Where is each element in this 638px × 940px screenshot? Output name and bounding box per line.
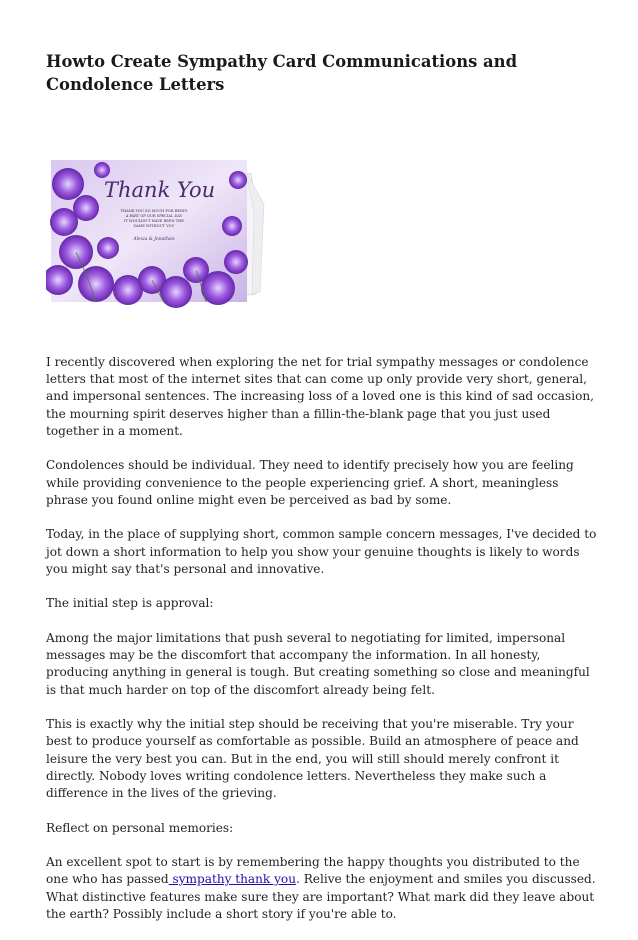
paragraph: Among the major limitations that push several to negotiating for limited, impersonal messages may be the discomfort that accompany the information. In all honesty, producing anything in general is tough. But creating something so close and meaningful is that much harder on top of the discomfort already being felt.: [46, 631, 590, 697]
card-message-line: IT WOULDN'T HAVE BEEN THE: [124, 219, 184, 223]
paragraph-with-link: [46, 854, 598, 923]
card-message-line: SAME WITHOUT YOU: [133, 224, 175, 228]
paragraph: This is exactly why the initial step should be receiving that you're miserable. Try your best to produce yourself as comfortable as possible. Build an atmosphere of peace and leisure the very best you can. But in the end, you will still should merely confront it directly. Nobody loves writing condolence letters. Nevertheless they make such a difference in the lives of the grieving.: [46, 717, 579, 801]
paragraph: The initial step is approval:: [46, 596, 214, 611]
card-heading: Thank You: [104, 178, 216, 202]
paragraph: I recently discovered when exploring the net for trial sympathy messages or condolence letters that most of the internet sites that can come up only provide very short, general, and impersonal sentences. The increasing loss of a loved one is this kind of sad occasion, the mourning spirit deserves higher than a fillin-the-blank page that you just used together in a moment.: [46, 355, 595, 438]
card-message-line: A PART OF OUR SPECIAL DAY: [125, 214, 183, 218]
paragraph-text: . Relive the enjoyment and smiles you discussed. What distinctive features make sure they are important? What mark did they leave about the earth? Possibly include a short story if you're able to.: [46, 872, 596, 921]
paragraph: Today, in the place of supplying short, common sample concern messages, I've decided to jot down a short information to help you show your genuine thoughts is likely to words you might say that's personal and innovative.: [46, 527, 597, 576]
thank-you-card-image: [46, 152, 270, 312]
paragraph: Condolences should be individual. They need to identify precisely how you are feeling while providing convenience to the people experiencing grief. A short, meaningless phrase you found online might even be perceived as bad by some.: [46, 458, 574, 507]
paragraph: Reflect on personal memories:: [46, 820, 234, 835]
page-title: Howto Create Sympathy Card Communications and Condolence Letters: [46, 52, 518, 94]
card-message-line: THANK YOU SO MUCH FOR BEING: [120, 209, 188, 213]
card-signature: Alexia & Jonathan: [133, 237, 175, 242]
sympathy-thank-you-link[interactable]: sympathy thank you: [168, 872, 297, 887]
paragraph-text: An excellent spot to start is by remembering the happy thoughts you distributed to the one who has passed: [46, 855, 580, 887]
article-body: [46, 354, 598, 940]
